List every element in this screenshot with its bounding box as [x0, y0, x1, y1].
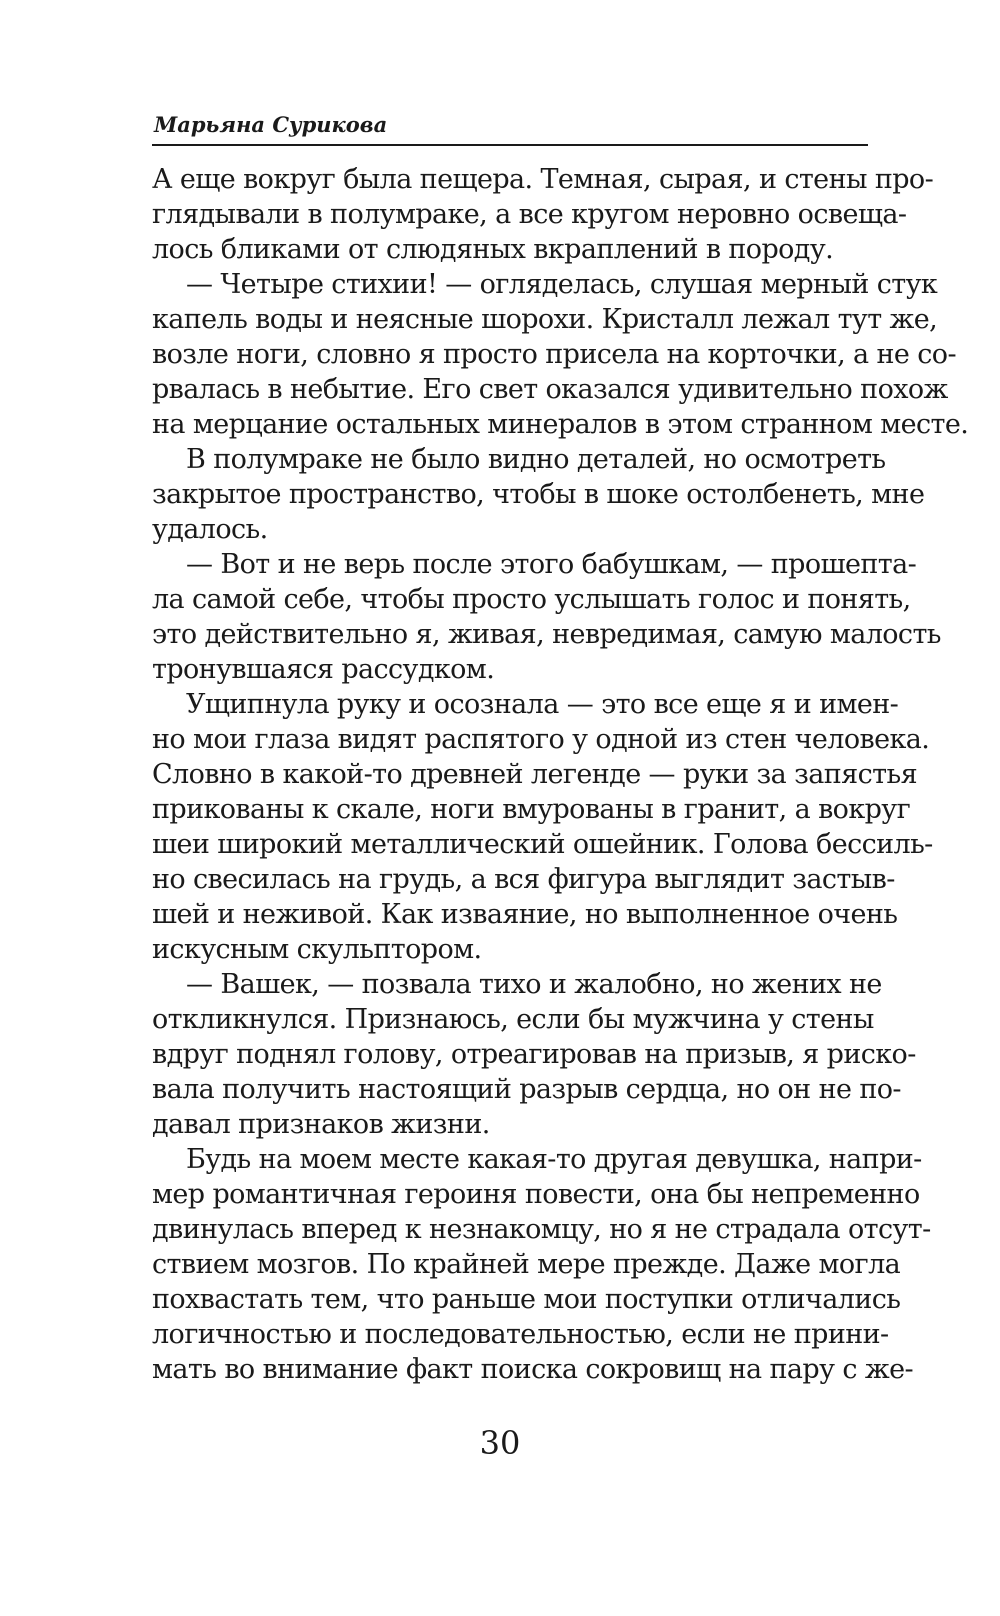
text-line: глядывали в полумраке, а все кругом неровно освеща- [152, 199, 907, 230]
text-line: — Четыре стихии! — огляделась, слушая мерный стук [186, 269, 938, 300]
running-head-author: Марьяна Сурикова [152, 110, 868, 146]
text-line: Будь на моем месте какая-то другая девушка, напри- [186, 1144, 922, 1175]
text-line: двинулась вперед к незнакомцу, но я не страдала отсут- [152, 1214, 931, 1245]
text-line: ла самой себе, чтобы просто услышать голос и понять, [152, 584, 911, 615]
text-line: мать во внимание факт поиска сокровищ на пару с же- [152, 1354, 913, 1385]
text-line: Словно в какой-то древней легенде — руки за запястья [152, 759, 918, 790]
text-line: логичностью и последовательностью, если не прини- [152, 1319, 889, 1350]
page-number: 30 [479, 1424, 521, 1462]
text-line: но мои глаза видят распятого у одной из стен человека. [152, 724, 930, 755]
text-line: прикованы к скале, ноги вмурованы в гранит, а вокруг [152, 794, 911, 825]
text-line: закрытое пространство, чтобы в шоке остолбенеть, мне [152, 479, 925, 510]
text-line: на мерцание остальных минералов в этом странном месте. [152, 409, 969, 440]
text-line: откликнулся. Признаюсь, если бы мужчина у стены [152, 1004, 874, 1035]
text-line: мер романтичная героиня повести, она бы непременно [152, 1179, 920, 1210]
book-page [152, 110, 969, 1387]
text-line: но свесилась на грудь, а вся фигура выглядит застыв- [152, 864, 895, 895]
text-line: Ущипнула руку и осознала — это все еще я и имен- [186, 689, 899, 720]
text-line: рвалась в небытие. Его свет оказался удивительно похож [152, 374, 948, 405]
text-line: шеи широкий металлический ошейник. Голова бессиль- [152, 829, 933, 860]
text-line: давал признаков жизни. [152, 1109, 490, 1140]
text-line: А еще вокруг была пещера. Темная, сырая, и стены про- [152, 164, 934, 195]
text-line: вдруг поднял голову, отреагировав на призыв, я риско- [152, 1039, 916, 1070]
text-line: удалось. [152, 514, 268, 545]
text-line: тронувшаяся рассудком. [152, 654, 495, 685]
text-line: — Вашек, — позвала тихо и жалобно, но жених не [186, 969, 882, 1000]
text-line: возле ноги, словно я просто присела на корточки, а не со- [152, 339, 956, 370]
text-line: вала получить настоящий разрыв сердца, но он не по- [152, 1074, 901, 1105]
text-line: — Вот и не верь после этого бабушкам, — прошепта- [186, 549, 917, 580]
text-line: это действительно я, живая, невредимая, самую малость [152, 619, 941, 650]
text-line: капель воды и неясные шорохи. Кристалл лежал тут же, [152, 304, 938, 335]
text-line: ствием мозгов. По крайней мере прежде. Даже могла [152, 1249, 901, 1280]
text-line: шей и неживой. Как изваяние, но выполненное очень [152, 899, 898, 930]
text-line: лось бликами от слюдяных вкраплений в породу. [152, 234, 834, 265]
text-line: искусным скульптором. [152, 934, 482, 965]
body-text [152, 162, 969, 1387]
text-line: В полумраке не было видно деталей, но осмотреть [186, 444, 886, 475]
text-line: похвастать тем, что раньше мои поступки отличались [152, 1284, 901, 1315]
